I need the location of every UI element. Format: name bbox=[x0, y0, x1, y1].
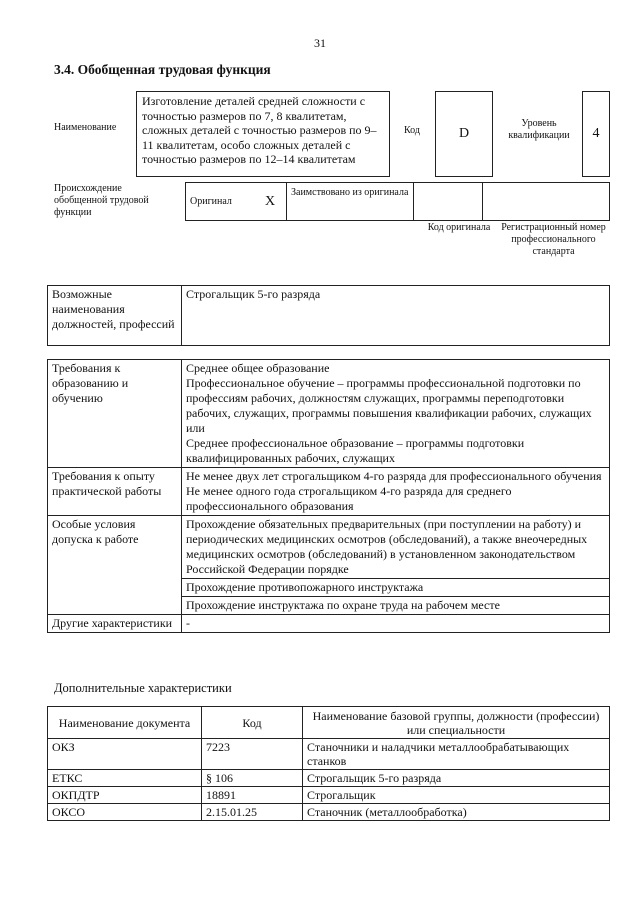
doc-code: 7223 bbox=[202, 739, 303, 770]
doc-name: ЕТКС bbox=[48, 770, 202, 787]
admission-label: Особые условия допуска к работе bbox=[48, 516, 182, 615]
origin-label: Происхождение обобщенной трудовой функции bbox=[54, 183, 149, 218]
doc-group: Строгальщик bbox=[303, 787, 610, 804]
table-row bbox=[48, 787, 610, 804]
positions-label: Возможные наименования должностей, профессий bbox=[48, 286, 182, 346]
code-label: Код bbox=[404, 125, 420, 136]
extra-header: Код bbox=[202, 707, 303, 739]
extra-header: Наименование документа bbox=[48, 707, 202, 739]
experience-line: Не менее одного года строгальщиком 4-го разряда для среднего профессионального образования bbox=[186, 484, 512, 513]
original-mark: X bbox=[254, 183, 287, 221]
other-value: - bbox=[182, 615, 610, 633]
name-label: Наименование bbox=[54, 122, 117, 133]
name-value: Изготовление деталей средней сложности с точностью размеров по 7, 8 квалитетам, сложных деталей с точностью размеров по 9–11 квалитетам, особо сложных деталей с точностью размеров по 12–14 квалитетам bbox=[136, 91, 390, 177]
doc-group: Станочники и наладчики металлообрабатывающих станков bbox=[303, 739, 610, 770]
experience-label: Требования к опыту практической работы bbox=[48, 468, 182, 516]
education-label: Требования к образованию и обучению bbox=[48, 360, 182, 468]
table-row bbox=[48, 770, 610, 787]
code-value: D bbox=[435, 91, 493, 177]
original-label: Оригинал bbox=[186, 183, 255, 221]
table-row bbox=[48, 739, 610, 770]
section-title: 3.4. Обобщенная трудовая функция bbox=[54, 62, 271, 77]
origin-code-caption: Код оригинала bbox=[427, 222, 491, 233]
borrowed-label: Заимствовано из оригинала bbox=[287, 183, 414, 221]
extra-table bbox=[47, 706, 610, 821]
table-row bbox=[48, 804, 610, 821]
positions-table bbox=[47, 285, 610, 346]
doc-name: ОКЗ bbox=[48, 739, 202, 770]
education-line: Среднее общее образование bbox=[186, 361, 330, 375]
level-value: 4 bbox=[582, 91, 610, 177]
origin-reg-caption: Регистрационный номер профессионального стандарта bbox=[501, 222, 606, 257]
doc-code: 2.15.01.25 bbox=[202, 804, 303, 821]
other-label: Другие характеристики bbox=[48, 615, 182, 633]
extra-header: Наименование базовой группы, должности (профессии) или специальности bbox=[303, 707, 610, 739]
level-label: Уровень квалификации bbox=[508, 118, 570, 141]
origin-reg-cell bbox=[483, 183, 610, 221]
doc-name: ОКПДТР bbox=[48, 787, 202, 804]
requirements-table bbox=[47, 359, 610, 633]
doc-code: 18891 bbox=[202, 787, 303, 804]
admission-line: Прохождение инструктажа по охране труда на рабочем месте bbox=[182, 597, 610, 615]
education-line: Профессиональное обучение – программы профессиональной подготовки по профессиям рабочих, должностям служащих, программы переподготовки рабочих, служащих, программы повышения квалификации рабочих, служащих bbox=[186, 376, 592, 420]
doc-group: Строгальщик 5-го разряда bbox=[303, 770, 610, 787]
positions-value: Строгальщик 5-го разряда bbox=[182, 286, 610, 346]
origin-code-cell bbox=[414, 183, 483, 221]
education-line: или bbox=[186, 421, 205, 435]
origin-table bbox=[185, 182, 610, 221]
admission-line: Прохождение обязательных предварительных (при поступлении на работу) и периодических медицинских осмотров (обследований), а также внеочередных медицинских осмотров (обследований) в установленном законодательством Российской Федерации порядке bbox=[182, 516, 610, 579]
experience-line: Не менее двух лет строгальщиком 4-го разряда для профессионального обучения bbox=[186, 469, 602, 483]
admission-line: Прохождение противопожарного инструктажа bbox=[182, 579, 610, 597]
doc-code: § 106 bbox=[202, 770, 303, 787]
extra-title: Дополнительные характеристики bbox=[54, 681, 232, 695]
page-number: 31 bbox=[314, 36, 326, 50]
doc-group: Станочник (металлообработка) bbox=[303, 804, 610, 821]
education-line: Среднее профессиональное образование – программы подготовки квалифицированных рабочих, служащих bbox=[186, 436, 525, 465]
doc-name: ОКСО bbox=[48, 804, 202, 821]
